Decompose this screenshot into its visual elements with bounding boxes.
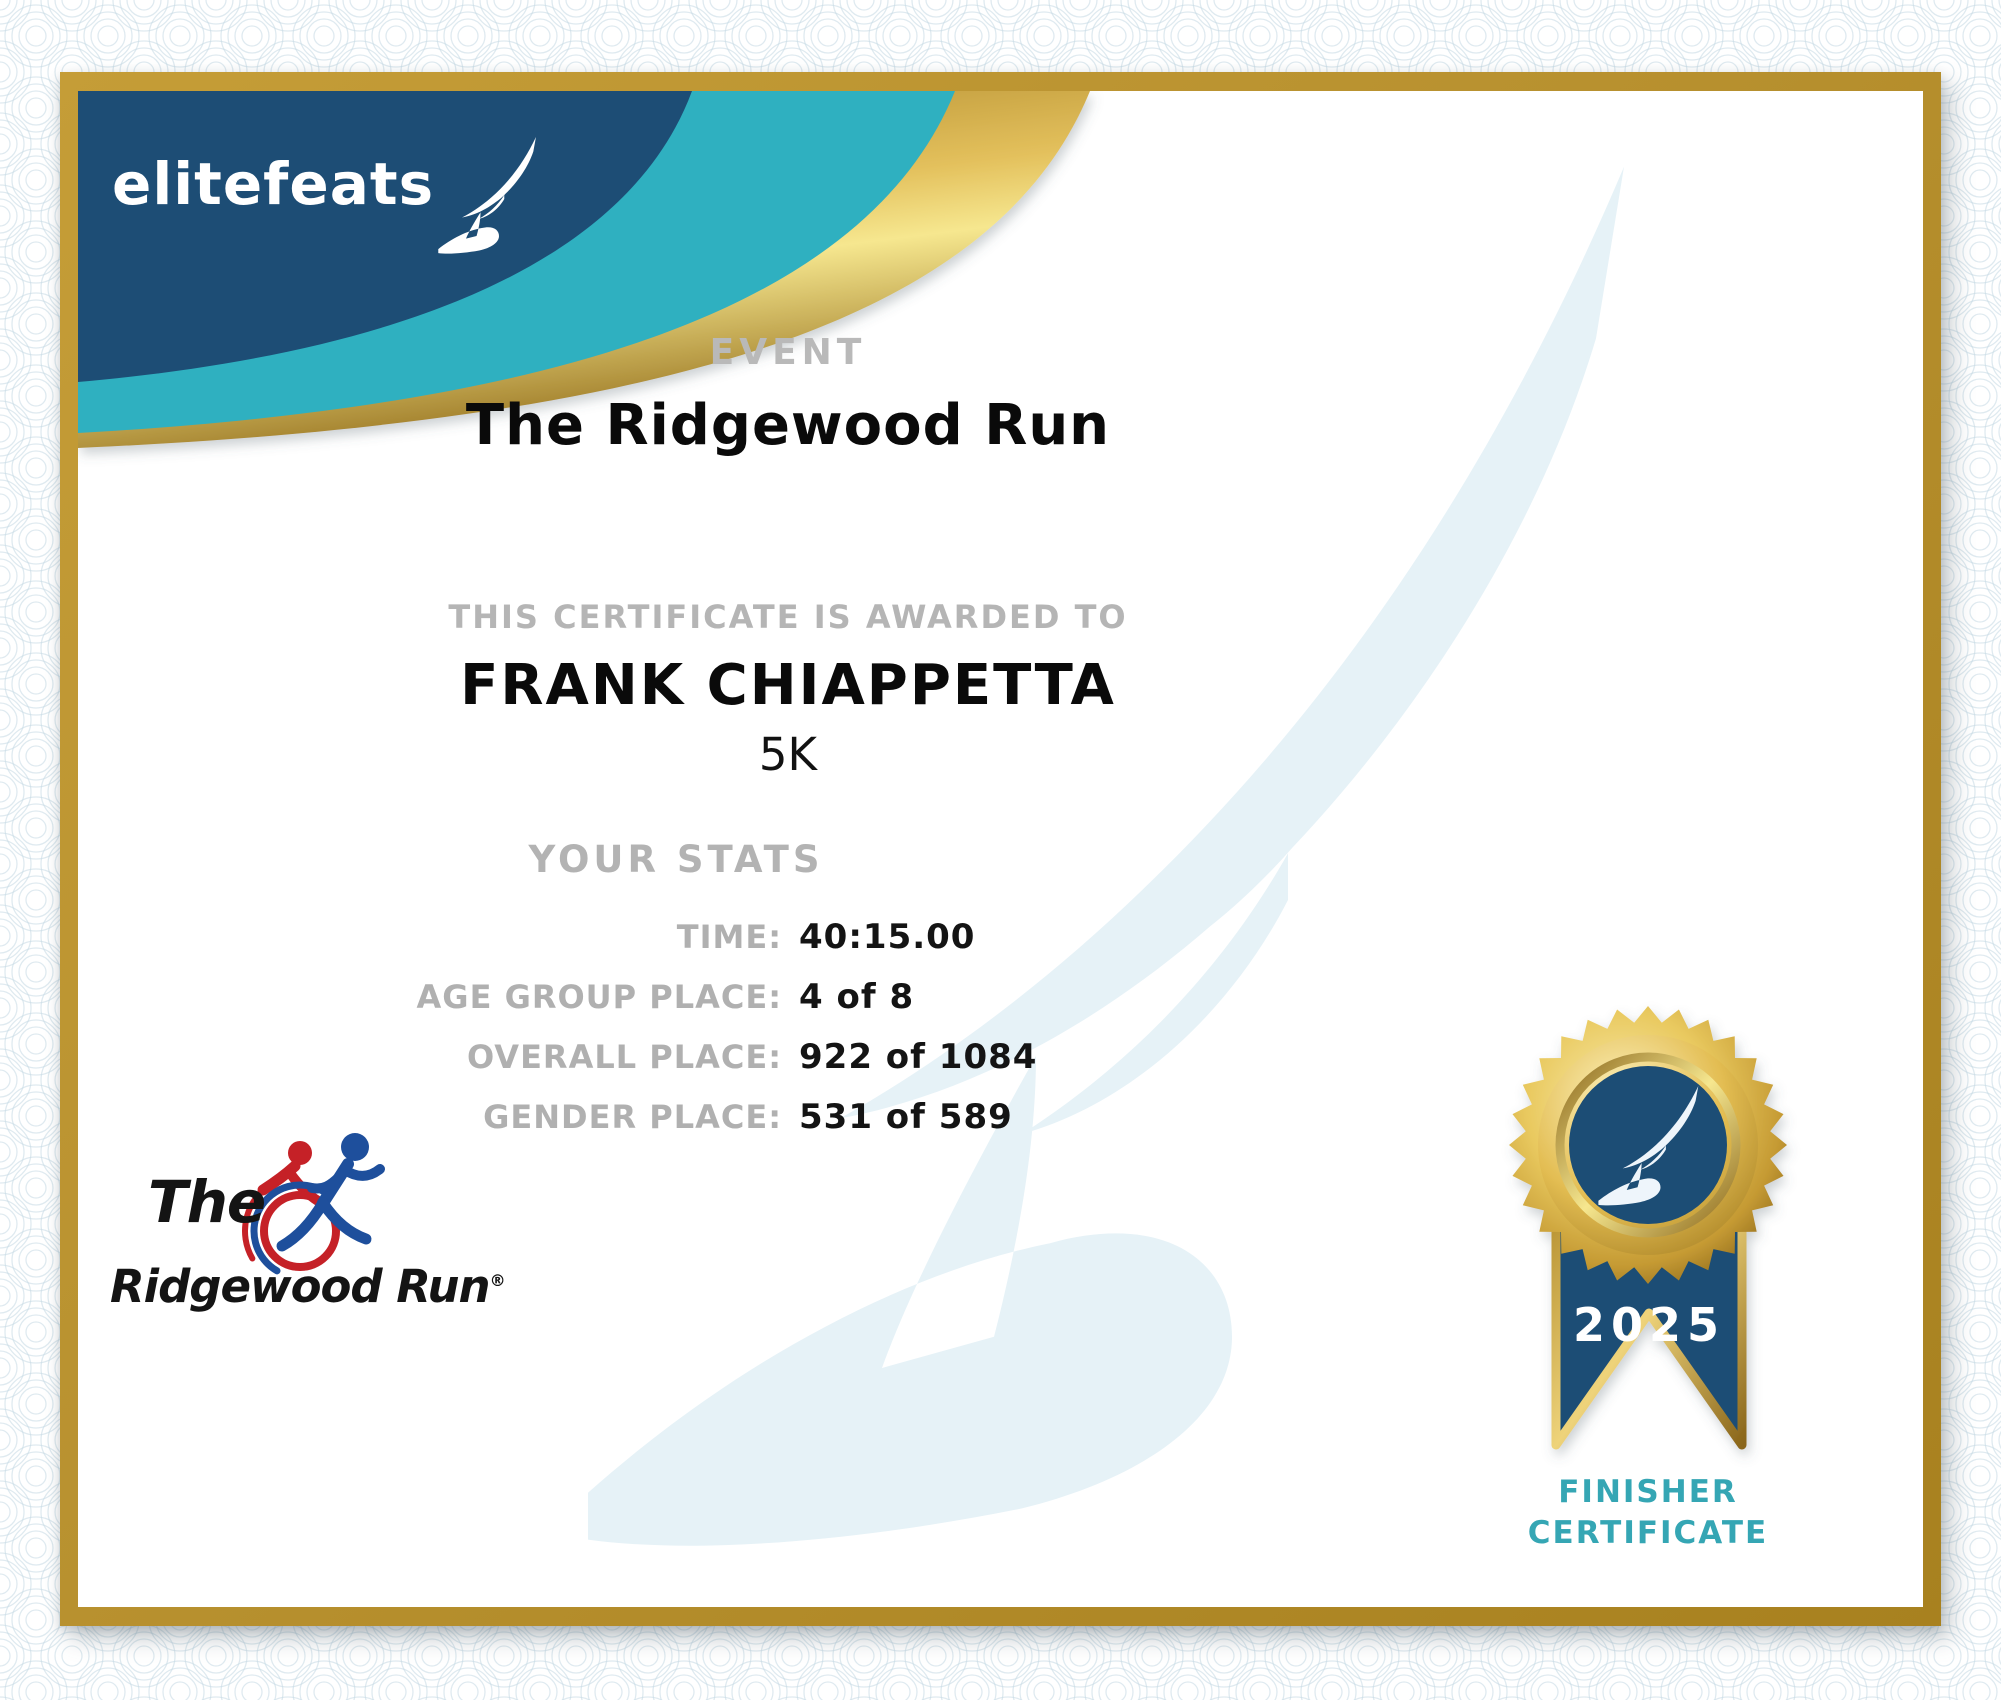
medal-center bbox=[1569, 1066, 1727, 1224]
ridgewood-logo-the: The bbox=[148, 1168, 266, 1236]
race-distance: 5K bbox=[758, 728, 818, 781]
stat-value-gender-place: 531 of 589 bbox=[799, 1097, 1013, 1137]
registered-mark: ® bbox=[489, 1271, 505, 1290]
finisher-caption-line1: FINISHER bbox=[1558, 1474, 1738, 1510]
finisher-medal bbox=[1509, 1006, 1787, 1445]
stat-label-overall-place: OVERALL PLACE: bbox=[466, 1038, 782, 1076]
ridgewood-logo-name-text: Ridgewood Run bbox=[110, 1260, 490, 1313]
event-label: EVENT bbox=[709, 332, 867, 373]
award-intro: THIS CERTIFICATE IS AWARDED TO bbox=[448, 598, 1128, 636]
event-name: The Ridgewood Run bbox=[465, 393, 1111, 458]
stat-value-time: 40:15.00 bbox=[799, 917, 976, 957]
recipient-name: FRANK CHIAPPETTA bbox=[460, 653, 1116, 718]
stat-label-time: TIME: bbox=[676, 918, 782, 956]
stat-label-gender-place: GENDER PLACE: bbox=[483, 1098, 782, 1136]
brand-logo-text: elitefeats bbox=[112, 150, 435, 218]
certificate-frame bbox=[60, 72, 1941, 1626]
stat-label-age-group-place: AGE GROUP PLACE: bbox=[416, 978, 782, 1016]
stat-value-overall-place: 922 of 1084 bbox=[799, 1037, 1038, 1077]
stats-list bbox=[0, 907, 1400, 1147]
finisher-caption bbox=[1448, 1472, 1848, 1554]
stats-title: YOUR STATS bbox=[528, 838, 824, 881]
certificate-body bbox=[78, 91, 1923, 1607]
finisher-caption-line2: CERTIFICATE bbox=[1527, 1515, 1769, 1551]
stat-value-age-group-place: 4 of 8 bbox=[799, 977, 915, 1017]
certificate-artwork bbox=[78, 91, 1923, 1607]
medal-year: 2025 bbox=[1572, 1298, 1726, 1352]
ridgewood-logo-name bbox=[110, 1260, 505, 1313]
